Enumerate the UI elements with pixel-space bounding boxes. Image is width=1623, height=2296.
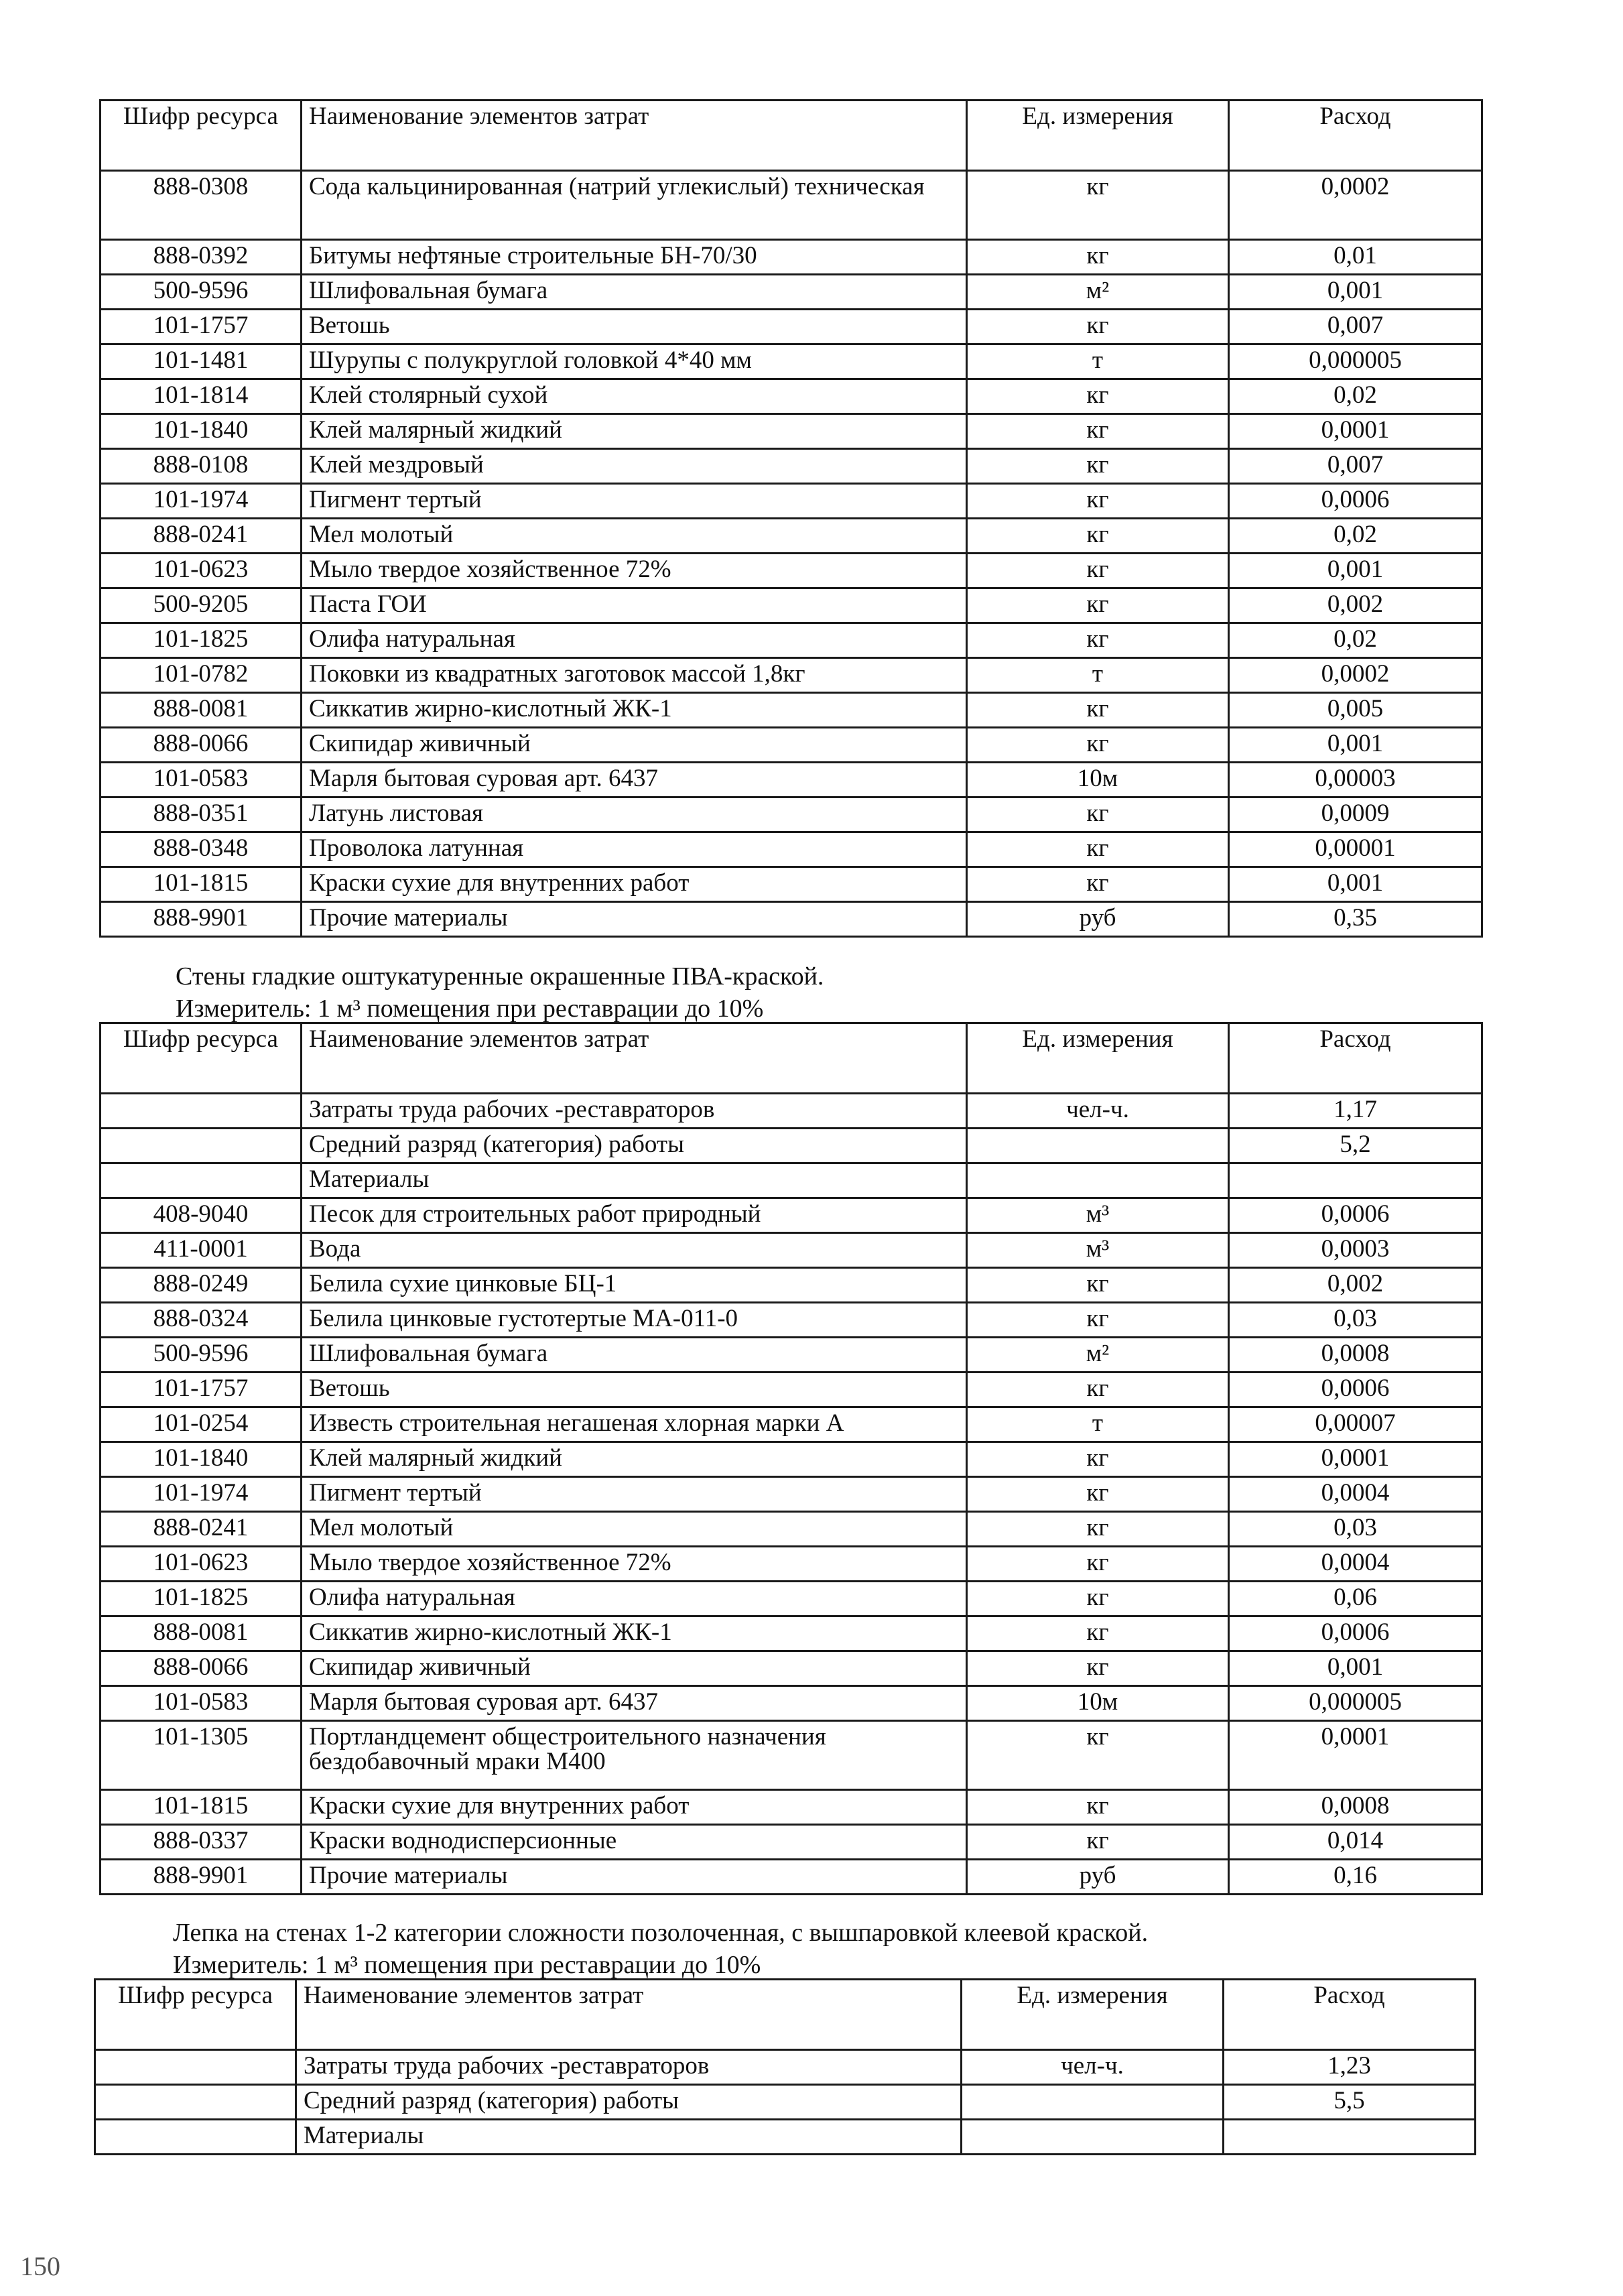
header-code: Шифр ресурса xyxy=(95,1980,296,2050)
resource-code: 888-0308 xyxy=(101,171,302,240)
table-row xyxy=(101,1268,1482,1303)
resource-code xyxy=(101,1163,302,1198)
element-name: Сиккатив жирно-кислотный ЖК-1 xyxy=(302,693,967,728)
resource-code: 888-0392 xyxy=(101,240,302,275)
consumption-rate: 0,0006 xyxy=(1229,484,1482,519)
resource-code: 500-9596 xyxy=(101,275,302,310)
table-row xyxy=(101,1303,1482,1338)
element-name: Белила цинковые густотертые МА-011-0 xyxy=(302,1303,967,1338)
unit-of-measure: кг xyxy=(967,171,1229,240)
element-name: Марля бытовая суровая арт. 6437 xyxy=(302,763,967,798)
element-name: Скипидар живичный xyxy=(302,728,967,763)
table-row xyxy=(101,484,1482,519)
consumption-rate: 0,014 xyxy=(1229,1825,1482,1860)
resource-code: 101-1840 xyxy=(101,414,302,449)
unit-of-measure: м² xyxy=(967,1338,1229,1373)
header-row xyxy=(101,1023,1482,1094)
section-title-moulding: Лепка на стенах 1-2 категории сложности позолоченная, с вышпаровкой клеевой краской. xyxy=(173,1919,1149,1947)
table-row xyxy=(101,867,1482,902)
consumption-rate: 0,00003 xyxy=(1229,763,1482,798)
consumption-rate: 0,02 xyxy=(1229,519,1482,554)
consumption-rate: 0,000005 xyxy=(1229,1686,1482,1721)
table-row xyxy=(101,519,1482,554)
element-name: Материалы xyxy=(296,2120,962,2155)
element-name: Средний разряд (категория) работы xyxy=(296,2085,962,2120)
table-row xyxy=(101,1094,1482,1129)
element-name: Сода кальцинированная (натрий углекислый) техническая xyxy=(302,171,967,240)
section-measure-walls: Измеритель: 1 м³ помещения при реставрации до 10% xyxy=(176,995,764,1023)
consumption-rate: 0,001 xyxy=(1229,1651,1482,1686)
element-name: Портландцемент общестроительного назначения бездобавочный мраки М400 xyxy=(302,1721,967,1790)
header-code: Шифр ресурса xyxy=(101,1023,302,1094)
table-row xyxy=(95,2085,1476,2120)
table-row xyxy=(101,1686,1482,1721)
unit-of-measure: м³ xyxy=(967,1198,1229,1233)
resource-code: 101-0782 xyxy=(101,658,302,693)
table-row xyxy=(101,554,1482,588)
element-name: Мел молотый xyxy=(302,1512,967,1547)
consumption-rate: 0,007 xyxy=(1229,449,1482,484)
unit-of-measure: кг xyxy=(967,1303,1229,1338)
unit-of-measure: чел-ч. xyxy=(967,1094,1229,1129)
table-row xyxy=(95,2120,1476,2155)
element-name: Битумы нефтяные строительные БН-70/30 xyxy=(302,240,967,275)
unit-of-measure: 10м xyxy=(967,1686,1229,1721)
table-row xyxy=(101,1616,1482,1651)
element-name: Паста ГОИ xyxy=(302,588,967,623)
table-row xyxy=(101,693,1482,728)
resource-code: 101-1757 xyxy=(101,310,302,344)
element-name: Шлифовальная бумага xyxy=(302,275,967,310)
resource-code: 888-0241 xyxy=(101,519,302,554)
table-row xyxy=(101,1582,1482,1616)
resource-code xyxy=(95,2050,296,2085)
table-row xyxy=(101,1512,1482,1547)
element-name: Известь строительная негашеная хлорная марки А xyxy=(302,1407,967,1442)
consumption-rate: 5,5 xyxy=(1224,2085,1476,2120)
table-row xyxy=(101,310,1482,344)
unit-of-measure: чел-ч. xyxy=(962,2050,1224,2085)
consumption-rate: 0,0006 xyxy=(1229,1373,1482,1407)
table-row xyxy=(101,1825,1482,1860)
unit-of-measure: руб xyxy=(967,1860,1229,1895)
unit-of-measure: кг xyxy=(967,1547,1229,1582)
element-name: Клей столярный сухой xyxy=(302,379,967,414)
unit-of-measure xyxy=(967,1129,1229,1163)
unit-of-measure: кг xyxy=(967,554,1229,588)
consumption-rate: 0,000005 xyxy=(1229,344,1482,379)
consumption-rate: 0,00007 xyxy=(1229,1407,1482,1442)
element-name: Латунь листовая xyxy=(302,798,967,832)
consumption-rate: 0,02 xyxy=(1229,379,1482,414)
table-row xyxy=(101,1477,1482,1512)
unit-of-measure: руб xyxy=(967,902,1229,937)
element-name: Прочие материалы xyxy=(302,1860,967,1895)
header-unit: Ед. измерения xyxy=(967,101,1229,171)
unit-of-measure xyxy=(967,1163,1229,1198)
resource-code: 888-0081 xyxy=(101,693,302,728)
resource-code: 101-1757 xyxy=(101,1373,302,1407)
table-row xyxy=(101,1790,1482,1825)
consumption-rate xyxy=(1224,2120,1476,2155)
header-unit: Ед. измерения xyxy=(967,1023,1229,1094)
consumption-rate: 0,35 xyxy=(1229,902,1482,937)
header-name: Наименование элементов затрат xyxy=(296,1980,962,2050)
resource-code: 411-0001 xyxy=(101,1233,302,1268)
element-name: Краски сухие для внутренних работ xyxy=(302,867,967,902)
table-row xyxy=(101,623,1482,658)
resource-code: 500-9205 xyxy=(101,588,302,623)
unit-of-measure xyxy=(962,2085,1224,2120)
header-rate: Расход xyxy=(1229,101,1482,171)
element-name: Мыло твердое хозяйственное 72% xyxy=(302,554,967,588)
section-title-walls: Стены гладкие оштукатуренные окрашенные ПВА-краской. xyxy=(176,962,824,991)
unit-of-measure: кг xyxy=(967,588,1229,623)
resource-code xyxy=(101,1129,302,1163)
consumption-rate: 0,0001 xyxy=(1229,1721,1482,1790)
header-row xyxy=(101,101,1482,171)
table-row xyxy=(101,1233,1482,1268)
consumption-rate: 0,0006 xyxy=(1229,1616,1482,1651)
consumption-rate: 0,0002 xyxy=(1229,171,1482,240)
resource-code: 101-1814 xyxy=(101,379,302,414)
resource-code: 888-9901 xyxy=(101,1860,302,1895)
table-row xyxy=(101,1373,1482,1407)
resource-code: 101-1825 xyxy=(101,1582,302,1616)
page-number: 150 xyxy=(20,2251,60,2281)
consumption-rate: 0,03 xyxy=(1229,1303,1482,1338)
materials-table-1 xyxy=(99,99,1483,938)
table-row xyxy=(101,1338,1482,1373)
unit-of-measure: кг xyxy=(967,1512,1229,1547)
header-name: Наименование элементов затрат xyxy=(302,1023,967,1094)
unit-of-measure: кг xyxy=(967,867,1229,902)
element-name: Шурупы с полукруглой головкой 4*40 мм xyxy=(302,344,967,379)
unit-of-measure: кг xyxy=(967,1442,1229,1477)
resource-code: 888-0108 xyxy=(101,449,302,484)
materials-table-2 xyxy=(99,1022,1483,1895)
unit-of-measure: кг xyxy=(967,1268,1229,1303)
table-row xyxy=(101,240,1482,275)
unit-of-measure: кг xyxy=(967,519,1229,554)
resource-code: 101-1815 xyxy=(101,1790,302,1825)
resource-code: 101-0583 xyxy=(101,763,302,798)
resource-code: 101-0254 xyxy=(101,1407,302,1442)
resource-code: 888-0081 xyxy=(101,1616,302,1651)
resource-code: 888-0324 xyxy=(101,1303,302,1338)
unit-of-measure: кг xyxy=(967,1651,1229,1686)
table-row xyxy=(101,1129,1482,1163)
element-name: Затраты труда рабочих -реставраторов xyxy=(296,2050,962,2085)
table-row xyxy=(101,1442,1482,1477)
unit-of-measure: кг xyxy=(967,1373,1229,1407)
resource-code: 101-1825 xyxy=(101,623,302,658)
consumption-rate: 0,0008 xyxy=(1229,1790,1482,1825)
header-row xyxy=(95,1980,1476,2050)
table-row xyxy=(101,798,1482,832)
consumption-rate: 0,03 xyxy=(1229,1512,1482,1547)
element-name: Вода xyxy=(302,1233,967,1268)
table-row xyxy=(101,1198,1482,1233)
unit-of-measure: 10м xyxy=(967,763,1229,798)
unit-of-measure: кг xyxy=(967,693,1229,728)
consumption-rate: 5,2 xyxy=(1229,1129,1482,1163)
consumption-rate: 0,0009 xyxy=(1229,798,1482,832)
resource-code: 101-1305 xyxy=(101,1721,302,1790)
element-name: Сиккатив жирно-кислотный ЖК-1 xyxy=(302,1616,967,1651)
table-row xyxy=(101,658,1482,693)
consumption-rate: 0,0003 xyxy=(1229,1233,1482,1268)
element-name: Затраты труда рабочих -реставраторов xyxy=(302,1094,967,1129)
element-name: Материалы xyxy=(302,1163,967,1198)
table-row xyxy=(101,1163,1482,1198)
resource-code: 888-0351 xyxy=(101,798,302,832)
element-name: Проволока латунная xyxy=(302,832,967,867)
consumption-rate: 0,001 xyxy=(1229,728,1482,763)
unit-of-measure: кг xyxy=(967,414,1229,449)
unit-of-measure: м³ xyxy=(967,1233,1229,1268)
unit-of-measure: т xyxy=(967,1407,1229,1442)
consumption-rate: 0,0001 xyxy=(1229,414,1482,449)
consumption-rate: 0,005 xyxy=(1229,693,1482,728)
resource-code: 101-0583 xyxy=(101,1686,302,1721)
unit-of-measure: м² xyxy=(967,275,1229,310)
element-name: Клей малярный жидкий xyxy=(302,1442,967,1477)
resource-code: 888-0348 xyxy=(101,832,302,867)
consumption-rate: 0,0008 xyxy=(1229,1338,1482,1373)
consumption-rate: 0,001 xyxy=(1229,275,1482,310)
consumption-rate: 1,23 xyxy=(1224,2050,1476,2085)
unit-of-measure: кг xyxy=(967,1582,1229,1616)
table-row xyxy=(101,588,1482,623)
element-name: Скипидар живичный xyxy=(302,1651,967,1686)
element-name: Белила сухие цинковые БЦ-1 xyxy=(302,1268,967,1303)
unit-of-measure: кг xyxy=(967,1721,1229,1790)
element-name: Олифа натуральная xyxy=(302,623,967,658)
table-row xyxy=(101,1407,1482,1442)
resource-code: 888-0249 xyxy=(101,1268,302,1303)
element-name: Краски воднодисперсионные xyxy=(302,1825,967,1860)
unit-of-measure: кг xyxy=(967,1616,1229,1651)
element-name: Поковки из квадратных заготовок массой 1,8кг xyxy=(302,658,967,693)
unit-of-measure: кг xyxy=(967,623,1229,658)
element-name: Песок для строительных работ природный xyxy=(302,1198,967,1233)
table-row xyxy=(101,171,1482,240)
unit-of-measure: кг xyxy=(967,1477,1229,1512)
resource-code: 888-0241 xyxy=(101,1512,302,1547)
consumption-rate: 1,17 xyxy=(1229,1094,1482,1129)
table-row xyxy=(101,902,1482,937)
unit-of-measure: т xyxy=(967,344,1229,379)
element-name: Средний разряд (категория) работы xyxy=(302,1129,967,1163)
resource-code: 101-1840 xyxy=(101,1442,302,1477)
header-rate: Расход xyxy=(1224,1980,1476,2050)
consumption-rate: 0,02 xyxy=(1229,623,1482,658)
unit-of-measure: кг xyxy=(967,1825,1229,1860)
consumption-rate: 0,002 xyxy=(1229,1268,1482,1303)
resource-code: 101-0623 xyxy=(101,554,302,588)
element-name: Ветошь xyxy=(302,1373,967,1407)
unit-of-measure: кг xyxy=(967,728,1229,763)
resource-code: 888-0066 xyxy=(101,1651,302,1686)
table-row xyxy=(101,728,1482,763)
header-unit: Ед. измерения xyxy=(962,1980,1224,2050)
resource-code: 101-1974 xyxy=(101,1477,302,1512)
element-name: Мел молотый xyxy=(302,519,967,554)
table-row xyxy=(101,449,1482,484)
consumption-rate: 0,0004 xyxy=(1229,1477,1482,1512)
resource-code: 101-1481 xyxy=(101,344,302,379)
consumption-rate: 0,06 xyxy=(1229,1582,1482,1616)
element-name: Прочие материалы xyxy=(302,902,967,937)
element-name: Краски сухие для внутренних работ xyxy=(302,1790,967,1825)
resource-code: 888-0066 xyxy=(101,728,302,763)
consumption-rate xyxy=(1229,1163,1482,1198)
consumption-rate: 0,0002 xyxy=(1229,658,1482,693)
unit-of-measure: кг xyxy=(967,832,1229,867)
element-name: Пигмент тертый xyxy=(302,484,967,519)
unit-of-measure: кг xyxy=(967,240,1229,275)
materials-table-3 xyxy=(94,1978,1476,2155)
header-name: Наименование элементов затрат xyxy=(302,101,967,171)
unit-of-measure: кг xyxy=(967,379,1229,414)
table-row xyxy=(101,1721,1482,1790)
element-name: Мыло твердое хозяйственное 72% xyxy=(302,1547,967,1582)
table-row xyxy=(101,1547,1482,1582)
resource-code: 101-1815 xyxy=(101,867,302,902)
unit-of-measure xyxy=(962,2120,1224,2155)
table-row xyxy=(101,379,1482,414)
table-row xyxy=(101,1860,1482,1895)
resource-code: 888-9901 xyxy=(101,902,302,937)
consumption-rate: 0,00001 xyxy=(1229,832,1482,867)
element-name: Клей малярный жидкий xyxy=(302,414,967,449)
consumption-rate: 0,0006 xyxy=(1229,1198,1482,1233)
unit-of-measure: кг xyxy=(967,484,1229,519)
resource-code xyxy=(101,1094,302,1129)
consumption-rate: 0,01 xyxy=(1229,240,1482,275)
consumption-rate: 0,001 xyxy=(1229,867,1482,902)
consumption-rate: 0,16 xyxy=(1229,1860,1482,1895)
consumption-rate: 0,0004 xyxy=(1229,1547,1482,1582)
resource-code: 408-9040 xyxy=(101,1198,302,1233)
section-measure-moulding: Измеритель: 1 м³ помещения при реставрации до 10% xyxy=(173,1951,761,1979)
consumption-rate: 0,0001 xyxy=(1229,1442,1482,1477)
element-name: Ветошь xyxy=(302,310,967,344)
resource-code: 101-0623 xyxy=(101,1547,302,1582)
table-row xyxy=(101,832,1482,867)
table-row xyxy=(101,275,1482,310)
resource-code xyxy=(95,2120,296,2155)
table-row xyxy=(95,2050,1476,2085)
table-row xyxy=(101,763,1482,798)
element-name: Олифа натуральная xyxy=(302,1582,967,1616)
unit-of-measure: т xyxy=(967,658,1229,693)
element-name: Шлифовальная бумага xyxy=(302,1338,967,1373)
resource-code: 500-9596 xyxy=(101,1338,302,1373)
table-row xyxy=(101,414,1482,449)
consumption-rate: 0,001 xyxy=(1229,554,1482,588)
unit-of-measure: кг xyxy=(967,449,1229,484)
consumption-rate: 0,002 xyxy=(1229,588,1482,623)
element-name: Клей мездровый xyxy=(302,449,967,484)
unit-of-measure: кг xyxy=(967,798,1229,832)
element-name: Пигмент тертый xyxy=(302,1477,967,1512)
consumption-rate: 0,007 xyxy=(1229,310,1482,344)
header-rate: Расход xyxy=(1229,1023,1482,1094)
unit-of-measure: кг xyxy=(967,1790,1229,1825)
header-code: Шифр ресурса xyxy=(101,101,302,171)
resource-code: 101-1974 xyxy=(101,484,302,519)
resource-code: 888-0337 xyxy=(101,1825,302,1860)
resource-code xyxy=(95,2085,296,2120)
table-row xyxy=(101,344,1482,379)
element-name: Марля бытовая суровая арт. 6437 xyxy=(302,1686,967,1721)
unit-of-measure: кг xyxy=(967,310,1229,344)
table-row xyxy=(101,1651,1482,1686)
